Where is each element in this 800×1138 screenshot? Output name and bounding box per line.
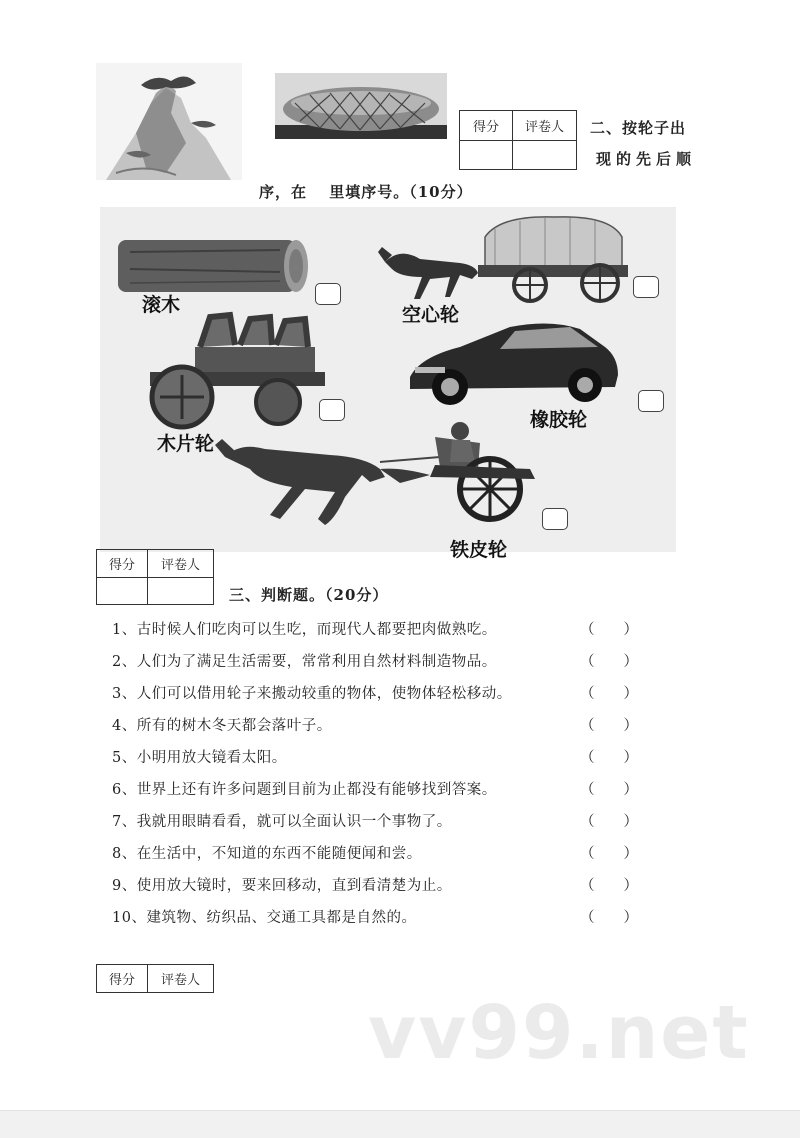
section2-title-line2: 现的先后顺 <box>596 150 697 168</box>
answer-box-hollow-wheel[interactable] <box>633 276 659 298</box>
question-3: 3、人们可以借用轮子来搬动较重的物体，使物体轻松移动。 <box>112 686 512 702</box>
section2-title-line1: 二、按轮子出 <box>590 119 687 137</box>
question-8: 8、在生活中，不知道的东西不能随便闻和尝。 <box>112 846 422 862</box>
section3-score-table <box>96 549 214 605</box>
wheel-label-log: 滚木 <box>142 294 181 316</box>
question-9: 9、使用放大镜时，要来回移动，直到看清楚为止。 <box>112 878 452 894</box>
answer-paren-5[interactable]: （ ） <box>580 750 638 766</box>
grader-cell[interactable] <box>513 141 577 170</box>
question-2: 2、人们为了满足生活需要，常常利用自然材料制造物品。 <box>112 654 497 670</box>
answer-paren-8[interactable]: （ ） <box>580 846 638 862</box>
question-10: 10、建筑物、纺织品、交通工具都是自然的。 <box>112 910 417 926</box>
answer-paren-3[interactable]: （ ） <box>580 686 638 702</box>
score-label: 得分 <box>97 550 148 578</box>
score-label: 得分 <box>460 111 513 141</box>
answer-paren-6[interactable]: （ ） <box>580 782 638 798</box>
birds-nest-stadium-image <box>275 73 447 139</box>
log-image <box>118 240 308 292</box>
mountain-painting-image <box>96 63 242 180</box>
grader-label: 评卷人 <box>148 550 214 578</box>
grader-label: 评卷人 <box>513 111 577 141</box>
answer-paren-7[interactable]: （ ） <box>580 814 638 830</box>
answer-paren-2[interactable]: （ ） <box>580 654 638 670</box>
score-label: 得分 <box>97 965 148 993</box>
score-cell[interactable] <box>97 578 148 605</box>
answer-box-log[interactable] <box>315 283 341 305</box>
grader-label: 评卷人 <box>148 965 214 993</box>
score-cell[interactable] <box>460 141 513 170</box>
grader-cell[interactable] <box>148 578 214 605</box>
section2-title-line3: 序，在 里填序号。（10分） <box>259 183 473 201</box>
watermark-text: vv99.net <box>368 990 750 1076</box>
wheel-label-iron-wheel: 铁皮轮 <box>450 539 508 561</box>
wheels-illustration <box>100 207 676 561</box>
question-7: 7、我就用眼睛看看，就可以全面认识一个事物了。 <box>112 814 452 830</box>
wheel-label-wood-plank-wheel: 木片轮 <box>157 433 215 455</box>
answer-box-iron-wheel[interactable] <box>542 508 568 530</box>
answer-paren-10[interactable]: （ ） <box>580 910 638 926</box>
question-5: 5、小明用放大镜看太阳。 <box>112 750 287 766</box>
answer-box-rubber-wheel[interactable] <box>638 390 664 412</box>
question-1: 1、古时候人们吃肉可以生吃，而现代人都要把肉做熟吃。 <box>112 622 497 638</box>
wheel-label-hollow-wheel: 空心轮 <box>402 304 460 326</box>
section4-score-table <box>96 964 214 993</box>
section3-title: 三、判断题。（20分） <box>229 586 389 604</box>
answer-paren-4[interactable]: （ ） <box>580 718 638 734</box>
page-bottom-bar <box>0 1110 800 1138</box>
section2-score-table <box>459 110 577 170</box>
answer-paren-1[interactable]: （ ） <box>580 622 638 638</box>
answer-box-wood-plank-wheel[interactable] <box>319 399 345 421</box>
wheel-label-rubber-wheel: 橡胶轮 <box>530 409 588 431</box>
answer-paren-9[interactable]: （ ） <box>580 878 638 894</box>
question-4: 4、所有的树木冬天都会落叶子。 <box>112 718 332 734</box>
question-6: 6、世界上还有许多问题到目前为止都没有能够找到答案。 <box>112 782 497 798</box>
